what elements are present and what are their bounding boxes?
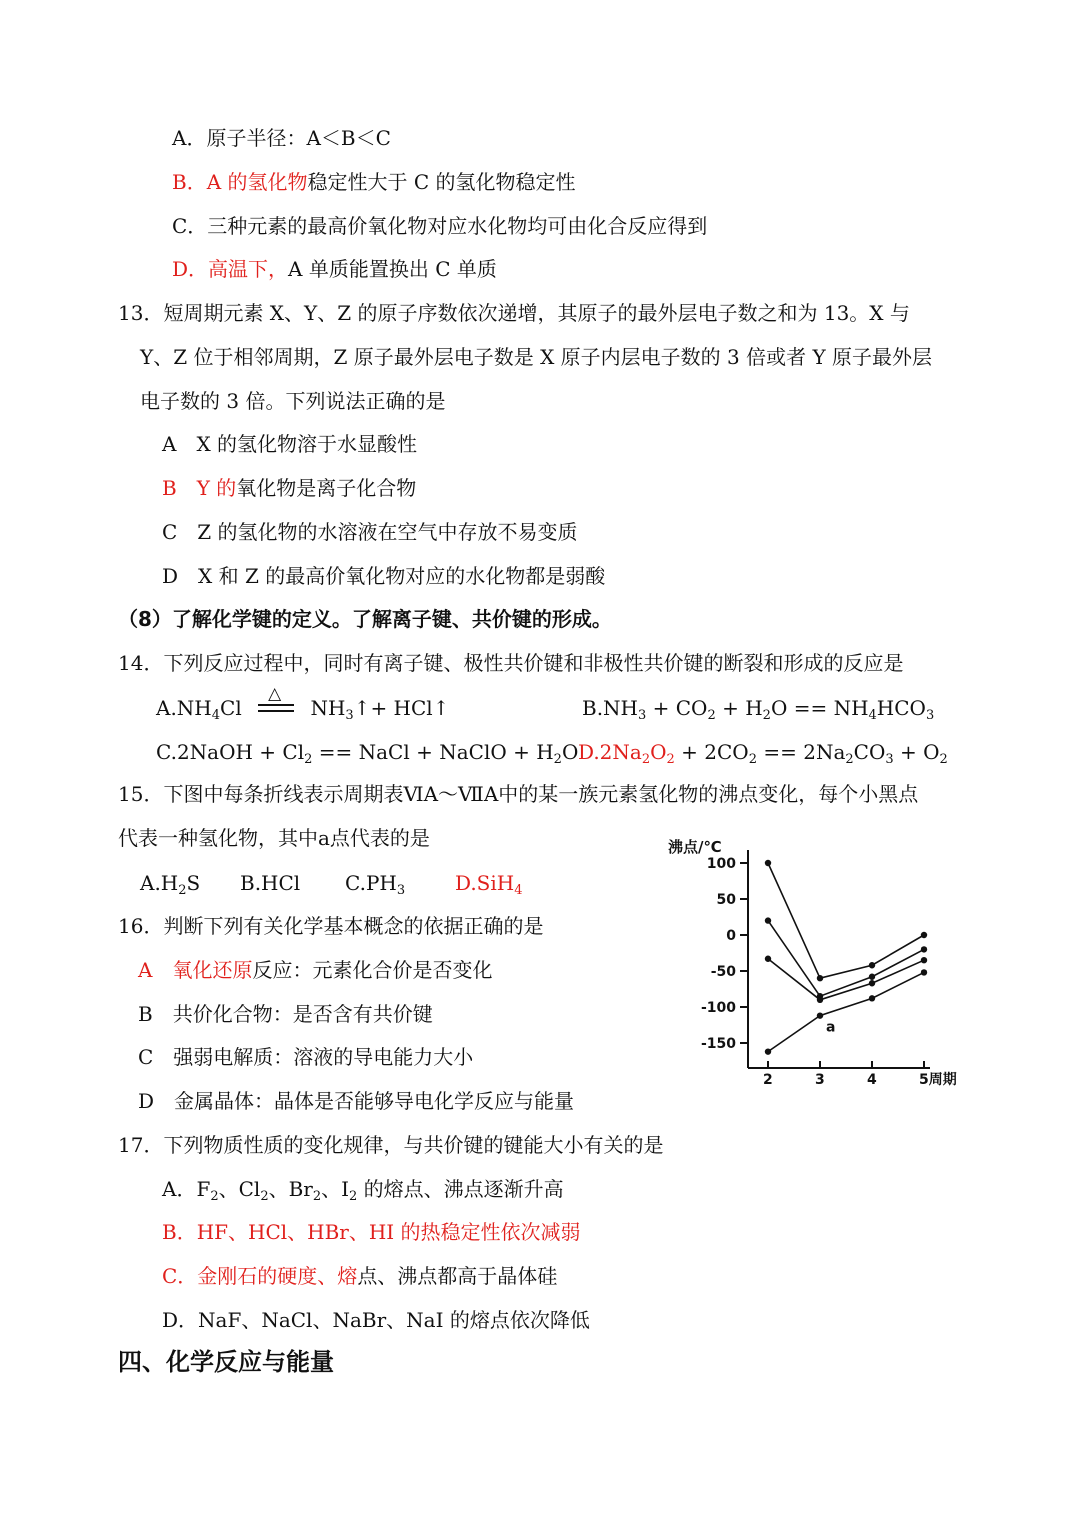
q14-c-seg: == NaCl + NaClO + H [312,740,554,764]
chart-y-ticks [701,856,748,1052]
q13-option-b [162,476,416,500]
q17-a-seg: A．F [162,1177,211,1201]
chart-series-line [768,972,924,1051]
q14-b-seg: O == NH [770,696,869,720]
q14-a-text: A.NH [156,696,212,720]
q17-option-c-text: 点、沸点都高于晶体硅 [357,1264,558,1288]
chart-series-line [768,959,924,1000]
q16-option-a [138,958,492,982]
q14-option-a [156,683,450,723]
q14-a-sub: 4 [211,708,221,723]
section-4-heading: 四、化学反应与能量 [118,1348,334,1376]
q14-option-c [156,740,579,767]
q13-option-b-highlight: B Y 的 [162,476,237,500]
q14-b-sub: 3 [925,708,935,723]
q14-d-seg: + 2CO [674,740,749,764]
q17-a-seg: 的熔点、沸点逐渐升高 [357,1177,564,1201]
chart-y-tick-label: 0 [726,928,736,944]
q14-b-sub: 2 [762,708,771,723]
q14-b-sub: 2 [707,708,716,723]
q17-option-d: D．NaF、NaCl、NaBr、NaI 的熔点依次降低 [162,1308,590,1332]
chart-y-tick-label: 100 [706,856,736,872]
chart-x-tick-label: 4 [867,1072,877,1088]
chart-data-point [817,1012,823,1018]
chart-y-tick-label: -100 [700,1000,736,1016]
q14-a-text4: ↑+ HCl↑ [353,696,450,720]
q14-d-seg: D.2Na [578,740,642,764]
q17-a-seg: 、Cl [218,1177,261,1201]
q14-b-seg: + H [715,696,763,720]
chart-x-tick-label: 3 [815,1072,825,1088]
q16-option-a-text: 反应：元素化合价是否变化 [252,958,493,982]
q12-option-b-highlight: B．A 的氢化物 [172,170,308,194]
q15-stem-line2: 代表一种氢化物，其中a点代表的是 [118,826,430,850]
q15-stem-line1: 15．下图中每条折线表示周期表ⅥA～ⅦA中的某一族元素氢化物的沸点变化，每个小黑点 [118,782,919,806]
chart-data-point [869,962,875,968]
q14-a-text2: Cl [220,696,242,720]
q15-option-d [455,871,523,898]
q13-option-c: C Z 的氢化物的水溶液在空气中存放不易变质 [162,520,578,544]
chart-series-group [765,860,927,1055]
q15-d-text: D.SiH [455,871,515,895]
q15-d-sub: 4 [514,883,523,898]
q14-stem: 14．下列反应过程中，同时有离子键、极性共价键和非极性共价键的断裂和形成的反应是 [118,651,904,675]
heat-equals-icon [258,683,294,720]
q17-a-seg: 、I [321,1177,350,1201]
q17-option-c [162,1264,557,1288]
q14-d-sub: 2 [641,752,651,767]
q13-option-d: D X 和 Z 的最高价氧化物对应的水化物都是弱酸 [162,564,606,588]
q17-a-sub: 2 [260,1189,269,1204]
chart-data-point [869,974,875,980]
q14-a-sub2: 3 [345,708,354,723]
q14-b-sub: 3 [638,708,647,723]
q12-option-d [172,257,497,281]
chart-x-tick-label: 5周期 [919,1072,957,1088]
q14-c-sub: 2 [553,752,562,767]
q14-option-b [582,696,935,723]
q17-option-c-highlight: C．金刚石的硬度、熔 [162,1264,358,1288]
q16-option-d: D 金属晶体：晶体是否能够导电化学反应与能量 [138,1089,575,1113]
chart-annotation-a: a [826,1019,836,1036]
chart-y-tick-label: -150 [700,1036,736,1052]
q14-d-seg: + O [893,740,940,764]
q14-b-seg: B.NH [582,696,638,720]
chart-data-point [765,1048,771,1054]
q15-c-sub: 3 [396,883,406,898]
chart-data-point [921,957,927,963]
q13-stem-line2: Y、Z 位于相邻周期，Z 原子最外层电子数是 X 原子内层电子数的 3 倍或者 Y 原子最外层 [140,345,933,369]
chart-y-tick-label: -50 [710,964,736,980]
chart-data-point [921,932,927,938]
q14-d-sub: 2 [939,752,948,767]
chart-x-tick-label: 2 [763,1072,773,1088]
q15-a-text2: S [186,871,201,895]
q15-a-text: A.H [140,871,179,895]
chart-data-point [869,995,875,1001]
q17-a-sub: 2 [349,1189,358,1204]
q14-d-seg: == 2Na [756,740,846,764]
q12-option-c: C．三种元素的最高价氧化物对应水化物均可由化合反应得到 [172,214,708,238]
chart-data-point [921,969,927,975]
chart-data-point [765,860,771,866]
q14-d-sub: 2 [845,752,854,767]
chart-y-tick-label: 50 [716,892,736,908]
q12-option-d-text: A 单质能置换出 C 单质 [288,257,497,281]
q14-a-text3: NH [310,696,346,720]
q16-option-a-highlight: A 氧化还原 [138,958,253,982]
q14-c-seg: O [561,740,579,764]
q14-b-seg: + CO [646,696,708,720]
q14-c-sub: 2 [304,752,313,767]
q14-d-seg: CO [853,740,886,764]
chart-data-point [817,997,823,1003]
q14-option-d [578,740,948,767]
q17-option-a [162,1177,564,1204]
section-8-heading: （8）了解化学键的定义。了解离子键、共价键的形成。 [118,607,612,631]
chart-data-point [765,917,771,923]
q14-d-highlight [578,740,675,767]
chart-data-point [921,946,927,952]
q12-option-b-text: 稳定性大于 C 的氢化物稳定性 [307,170,576,194]
q14-d-seg: O [650,740,667,764]
q13-stem-line3: 电子数的 3 倍。下列说法正确的是 [140,389,446,413]
q14-d-sub: 3 [885,752,894,767]
q13-option-a: A X 的氢化物溶于水显酸性 [162,432,418,456]
chart-data-point [817,975,823,981]
q12-option-b [172,170,576,194]
q14-b-seg: HCO [876,696,926,720]
chart-data-point [869,980,875,986]
q15-option-a [140,871,201,898]
q12-option-a: A．原子半径：A＜B＜C [172,126,391,150]
q16-stem: 16．判断下列有关化学基本概念的依据正确的是 [118,914,544,938]
q17-a-seg: 、Br [268,1177,313,1201]
q13-stem-line1: 13．短周期元素 X、Y、Z 的原子序数依次递增，其原子的最外层电子数之和为 13。X 与 [118,301,910,325]
boiling-point-chart [660,830,980,1090]
q17-a-sub: 2 [312,1189,322,1204]
q16-option-c: C 强弱电解质：溶液的导电能力大小 [138,1045,474,1069]
q14-c-seg: C.2NaOH + Cl [156,740,305,764]
q15-c-text: C.PH [345,871,397,895]
q15-a-sub: 2 [178,883,187,898]
chart-x-ticks [763,1061,957,1088]
chart-ylabel: 沸点/℃ [668,838,722,856]
q15-option-b: B.HCl [240,871,301,895]
q14-d-sub: 2 [666,752,675,767]
q13-option-b-text: 氧化物是离子化合物 [236,476,417,500]
q17-stem: 17．下列物质性质的变化规律，与共价键的键能大小有关的是 [118,1133,664,1157]
q15-option-c [345,871,406,898]
q17-a-sub: 2 [210,1189,219,1204]
q17-option-b: B．HF、HCl、HBr、HI 的热稳定性依次减弱 [162,1220,581,1244]
heat-symbol: △ [268,683,282,704]
q12-option-d-highlight: D．高温下， [172,257,289,281]
chart-data-point [765,956,771,962]
q14-d-sub: 2 [748,752,757,767]
q14-b-sub: 4 [868,708,877,723]
q16-option-b: B 共价化合物：是否含有共价键 [138,1002,433,1026]
